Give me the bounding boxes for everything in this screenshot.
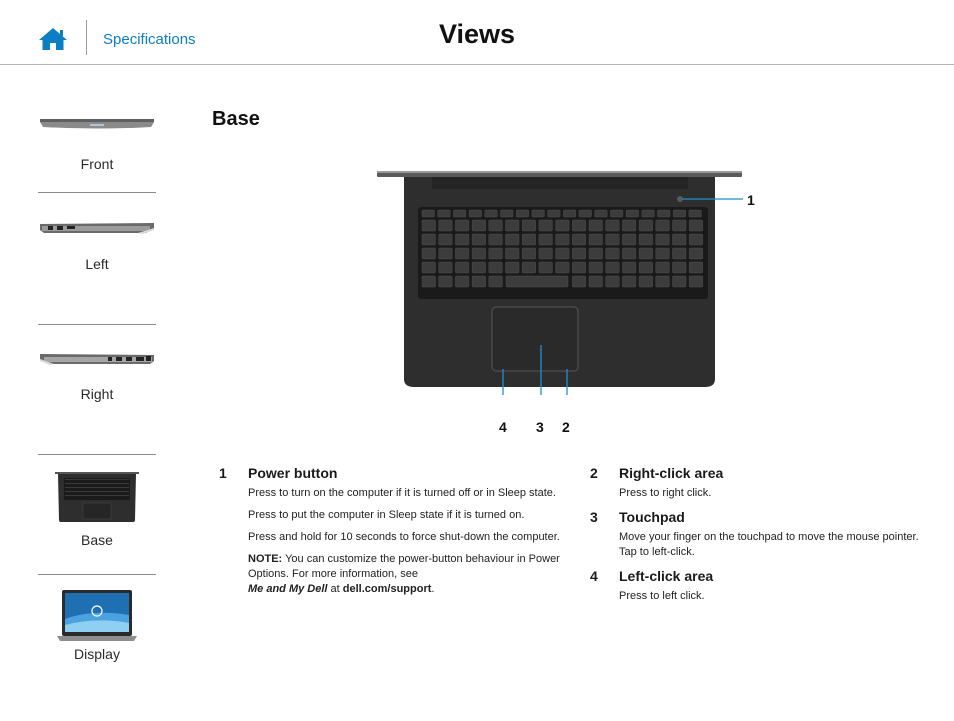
keyboard-key [556,234,570,245]
keyboard-key [656,276,670,287]
keyboard-key [522,220,536,231]
keyboard-key [639,220,653,231]
keyboard-key [472,234,486,245]
keyboard-key [489,276,503,287]
keyboard-key [422,234,436,245]
sidebar-item-label: Front [80,156,114,172]
keyboard-key [506,248,520,259]
keyboard-key [610,210,623,217]
section-title: Base [212,108,260,130]
sidebar-item-right[interactable] [38,351,156,441]
keyboard-key [539,234,553,245]
desc-number: 3 [590,509,598,525]
sidebar-divider [38,574,156,575]
keyboard-key [485,210,498,217]
sidebar-divider [38,192,156,193]
keyboard-key [501,210,514,217]
keyboard-key [422,276,436,287]
callout-2: 2 [562,419,570,435]
desc-power-button [219,465,564,597]
keyboard-key [673,234,687,245]
keyboard-key [572,234,586,245]
keyboard-key [563,210,576,217]
keyboard-key [589,234,603,245]
keyboard-key [656,262,670,273]
keyboard-key [516,210,529,217]
desc-text: Move your finger on the touchpad to move the mouse pointer. Tap to left-click. [619,531,919,558]
keyboard-key [639,248,653,259]
callout-1: 1 [747,192,755,208]
note-at: at [327,583,343,595]
keyboard-key [572,220,586,231]
keyboard-key [606,276,620,287]
sidebar-item-label: Display [74,646,120,662]
keyboard-key [673,248,687,259]
keyboard-key [439,276,453,287]
descriptions-right [590,465,935,612]
keyboard-key [606,262,620,273]
keyboard-key [589,276,603,287]
keyboard-key [556,248,570,259]
keyboard-key [639,234,653,245]
keyboard-key [556,220,570,231]
descriptions-left [219,465,564,605]
keyboard-key [595,210,608,217]
keyboard-key [422,220,436,231]
right-view-thumbnail [38,351,156,371]
desc-title: Left-click area [619,568,714,584]
keyboard-key [506,262,520,273]
keyboard-key [689,262,703,273]
keyboard-key [439,234,453,245]
keyboard-key [689,220,703,231]
keyboard-key [522,234,536,245]
keyboard-key [506,220,520,231]
sidebar-divider [38,324,156,325]
front-view-thumbnail [38,114,156,138]
keyboard-key [455,276,469,287]
keyboard-key [489,262,503,273]
keyboard-key [622,220,636,231]
keyboard-key [673,262,687,273]
support-url: dell.com/support [342,583,432,595]
keyboard-key [572,276,586,287]
sidebar-item-label: Right [80,386,114,402]
keyboard-key [438,210,451,217]
keyboard-key [626,210,639,217]
keyboard-key [606,220,620,231]
page-title: Views [438,19,516,49]
sidebar-item-base[interactable] [38,470,156,562]
desc-number: 4 [590,568,598,584]
keyboard-key [622,248,636,259]
desc-touchpad [590,509,935,560]
keyboard-key [439,220,453,231]
keyboard-key [472,248,486,259]
keyboard-key [539,262,553,273]
keyboard-key [489,234,503,245]
sidebar-item-front[interactable] [38,114,156,178]
keyboard-key [642,210,655,217]
keyboard-key [472,220,486,231]
keyboard-key [506,234,520,245]
keyboard-key [622,234,636,245]
note-label: NOTE: [248,553,283,565]
keyboard-key [439,248,453,259]
keyboard-key [689,276,703,287]
keyboard-key [589,262,603,273]
desc-title: Right-click area [619,465,724,481]
sidebar-item-left[interactable] [38,220,156,310]
keyboard-key [455,262,469,273]
keyboard-key [455,234,469,245]
keyboard-key [455,220,469,231]
keyboard-key [639,262,653,273]
desc-number: 1 [219,465,227,481]
desc-text: Press to turn on the computer if it is turned off or in Sleep state. [248,487,556,499]
keyboard-key [522,262,536,273]
keyboard-key [656,248,670,259]
keyboard-key [472,276,486,287]
keyboard-key [589,220,603,231]
keyboard-key [606,234,620,245]
keyboard-key [532,210,545,217]
sidebar-divider [38,454,156,455]
desc-text: Press and hold for 10 seconds to force shut-down the computer. [248,531,560,543]
touchpad [492,307,578,371]
keyboard-key [453,210,466,217]
desc-number: 2 [590,465,598,481]
callout-3: 3 [536,419,544,435]
keyboard-key [589,248,603,259]
specifications-link[interactable]: Specifications [103,31,196,48]
header [0,0,954,65]
keyboard-key [422,248,436,259]
keyboard-key [572,248,586,259]
keyboard-key [689,248,703,259]
note-text: You can customize the power-button behaviour in Power Options. For more information, see [248,553,560,580]
desc-text: Press to right click. [619,487,712,499]
keyboard-key [606,248,620,259]
sidebar [38,108,156,679]
callout-4: 4 [499,419,507,435]
keyboard-key [572,262,586,273]
desc-text: Press to left click. [619,590,705,602]
desc-title: Power button [248,465,338,481]
keyboard-key [422,210,435,217]
keyboard-key [656,234,670,245]
keyboard-key [556,262,570,273]
keyboard-key [673,276,687,287]
keyboard-key [689,210,702,217]
keyboard-key [472,262,486,273]
sidebar-item-display[interactable] [38,589,156,679]
sidebar-item-label: Base [81,532,113,548]
sidebar-item-label: Left [85,256,109,272]
display-view-thumbnail [57,589,137,643]
keyboard-key [522,248,536,259]
keyboard-key [622,262,636,273]
base-view-thumbnail [55,470,139,524]
keyboard-key [622,276,636,287]
keyboard-key [469,210,482,217]
keyboard-key [656,220,670,231]
left-view-thumbnail [38,220,156,240]
keyboard-spacebar [506,276,568,287]
keyboard-key [439,262,453,273]
keyboard-key [689,234,703,245]
keyboard-key [489,220,503,231]
note-reference: Me and My Dell [248,583,328,595]
keyboard-key [658,210,671,217]
keyboard-key [489,248,503,259]
desc-title: Touchpad [619,509,685,525]
keyboard-key [673,220,687,231]
keyboard-key [639,276,653,287]
keyboard-key [539,220,553,231]
keyboard-key [548,210,561,217]
keyboard-key [539,248,553,259]
base-diagram [370,165,760,395]
desc-text: Press to put the computer in Sleep state if it is turned on. [248,509,525,521]
keyboard-key [455,248,469,259]
keyboard-key [422,262,436,273]
desc-right-click-area [590,465,935,501]
keyboard-key [579,210,592,217]
note-end: . [431,583,435,595]
desc-note [248,552,564,597]
desc-left-click-area [590,568,935,604]
keyboard-key [673,210,686,217]
